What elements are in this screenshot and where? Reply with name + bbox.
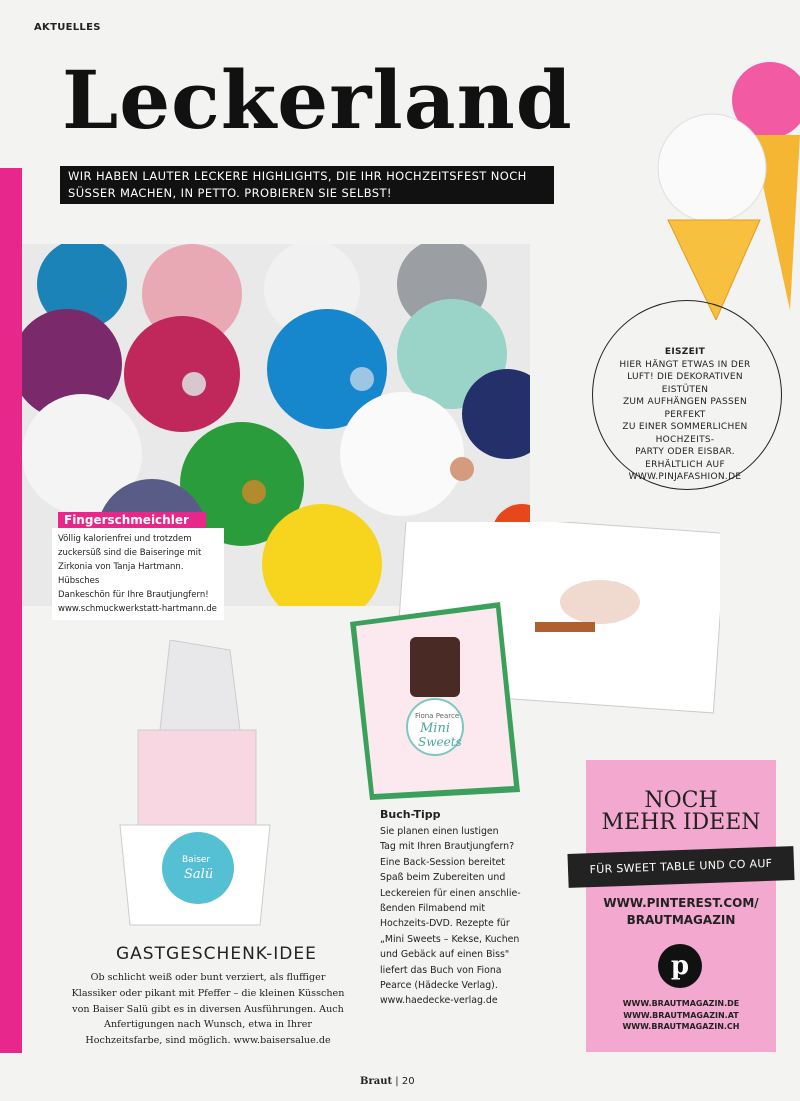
buchtipp-line: Hochzeits-DVD. Rezepte für: [380, 918, 510, 930]
buchtipp-line: Pearce (Hädecke Verlag).: [380, 980, 498, 992]
eiszeit-line: ZUM AUFHÄNGEN PASSEN PERFEKT: [622, 397, 748, 420]
eiszeit-line: PARTY ODER EISBAR. ERHÄLTLICH AUF: [635, 447, 735, 470]
buchtipp-line: Eine Back-Session bereitet: [380, 856, 505, 868]
buchtipp-line: und Gebäck auf einen Biss": [380, 949, 510, 961]
caption-url: www.schmuckwerkstatt-hartmann.de: [58, 604, 217, 614]
accent-bar: [0, 168, 22, 1053]
website-link[interactable]: WWW.BRAUTMAGAZIN.DE: [622, 999, 740, 1008]
buchtipp-line: Sie planen einen lustigen: [380, 826, 499, 837]
ice-cream-cone-decoration: [640, 40, 800, 320]
pinterest-icon: p: [658, 944, 702, 988]
eiszeit-circle: [592, 300, 782, 490]
caption-line: Dankeschön für Ihre Brautjungfern!: [58, 590, 209, 600]
pinterest-ribbon: FÜR SWEET TABLE UND CO AUF: [567, 846, 794, 888]
gastgeschenk-line: von Baiser Salü gibt es in diversen Ausführungen. Auch: [72, 1003, 344, 1015]
buchtipp-line: ßenden Filmabend mit: [380, 903, 486, 915]
website-link[interactable]: WWW.BRAUTMAGAZIN.CH: [622, 1022, 740, 1031]
caption-line: zuckersüß sind die Baiseringe mit: [58, 548, 202, 558]
book-author: Fiona Pearce: [415, 712, 460, 720]
gastgeschenk-title: GASTGESCHENK-IDEE: [116, 944, 317, 964]
book-title-mini: Mini: [420, 721, 450, 736]
pinterest-url-line: BRAUTMAGAZIN: [626, 913, 736, 927]
buchtipp-line: Leckereien für einen anschlie-: [380, 887, 521, 899]
buchtipp-line: Tag mit Ihren Brautjungfern?: [380, 841, 515, 853]
eiszeit-title: EISZEIT: [664, 347, 706, 357]
eiszeit-url: WWW.PINJAFASHION.DE: [628, 472, 742, 482]
footer-brand: Braut: [360, 1076, 393, 1087]
section-label: AKTUELLES: [34, 22, 101, 33]
website-link[interactable]: WWW.BRAUTMAGAZIN.AT: [623, 1010, 739, 1020]
page-number: 20: [401, 1076, 415, 1087]
caption-box: [52, 528, 224, 620]
gastgeschenk-line: Ob schlicht weiß oder bunt verziert, als fluffiger: [90, 972, 326, 983]
page-footer: [360, 1076, 415, 1087]
gastgeschenk-line: Anfertigungen nach Wunsch, etwa in Ihrer: [104, 1019, 312, 1031]
book-title-sweets: Sweets: [418, 735, 462, 749]
gift-label-baiser: Baiser: [182, 855, 211, 865]
buchtipp-line: liefert das Buch von Fiona: [380, 964, 502, 976]
buchtipp-line: „Mini Sweets – Kekse, Kuchen: [380, 933, 520, 945]
caption-line: Zirkonia von Tanja Hartmann. Hübsches: [58, 562, 184, 586]
website-list: [586, 998, 776, 1033]
pinterest-url[interactable]: [586, 895, 776, 929]
eiszeit-line: LUFT! DIE DEKORATIVEN EISTÜTEN: [627, 372, 743, 395]
meringue-gift-image: [110, 640, 280, 930]
caption-tag: Fingerschmeichler: [58, 512, 206, 528]
buchtipp-title: Buch-Tipp: [380, 808, 441, 821]
buchtipp-body: [380, 824, 540, 1009]
headline: Leckerland: [62, 53, 573, 147]
gastgeschenk-line: Hochzeitsfarbe, sind möglich. www.baisersalue.de: [85, 1035, 331, 1047]
pinterest-url-line: WWW.PINTEREST.COM/: [603, 896, 759, 910]
caption-line: Völlig kalorienfrei und trotzdem: [58, 534, 192, 544]
eiszeit-line: ZU EINER SOMMERLICHEN HOCHZEITS-: [622, 422, 748, 445]
eiszeit-line: HIER HÄNGT ETWAS IN DER: [619, 359, 751, 370]
pinterest-heading: [586, 790, 776, 834]
gift-label-salu: Salü: [184, 867, 214, 882]
pinterest-heading-line: NOCH: [644, 788, 718, 813]
buchtipp-url: www.haedecke-verlag.de: [380, 995, 498, 1007]
footer-divider: |: [395, 1076, 402, 1087]
pinterest-heading-line: MEHR IDEEN: [601, 810, 761, 835]
buchtipp-line: Spaß beim Zubereiten und: [380, 872, 506, 884]
subheadline: WIR HABEN LAUTER LECKERE HIGHLIGHTS, DIE IHR HOCHZEITSFEST NOCH SÜSSER MACHEN, IN PETTO. PROBIEREN SIE SELBST!: [60, 166, 554, 204]
gastgeschenk-body: [58, 970, 358, 1049]
gastgeschenk-line: Klassiker oder pikant mit Pfeffer – die kleinen Küsschen: [71, 987, 345, 999]
